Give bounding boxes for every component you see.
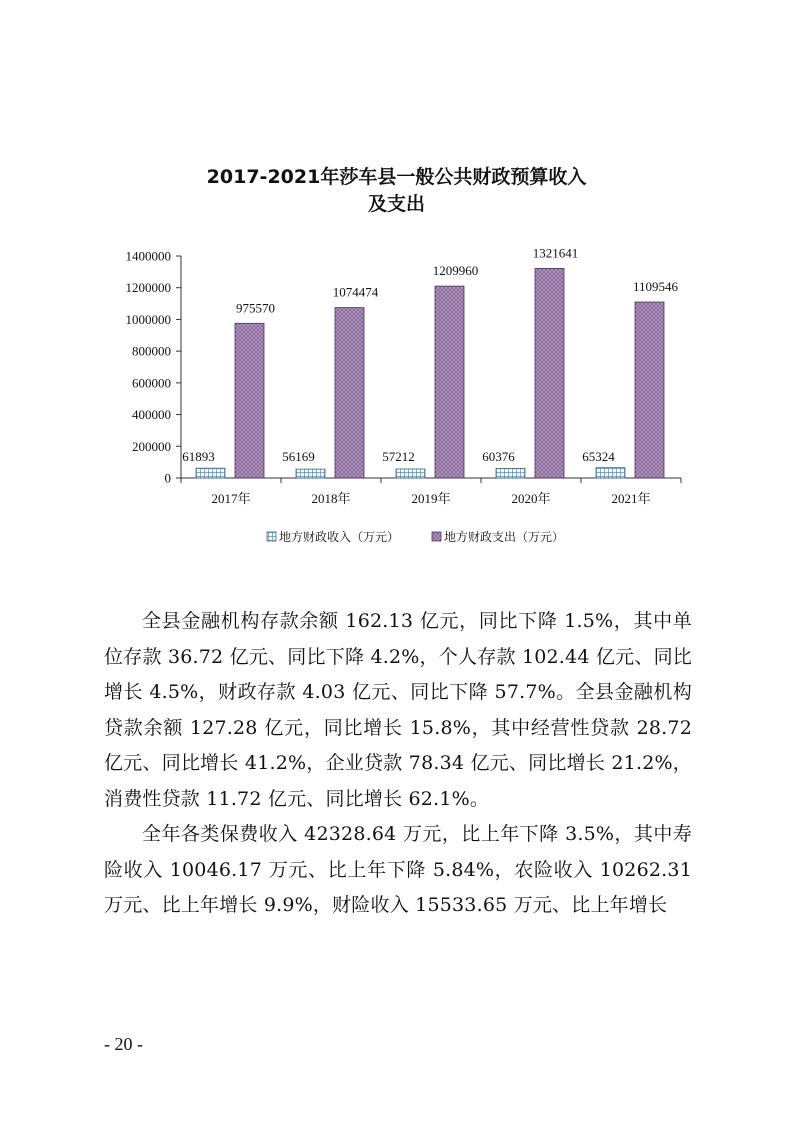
chart-title-line-2: 及支出 [367,193,425,215]
chart-title-line-1: 2017-2021年莎车县一般公共财政预算收入 [206,166,587,188]
data-label: 1074474 [332,284,379,300]
bar-income [596,468,625,478]
bar-expense [335,308,364,478]
bar-expense [235,323,264,478]
paragraph-insurance: 全年各类保费收入 42328.64 万元，比上年下降 3.5%，其中寿险收入 10046.17 万元、比上年下降 5.84%，农险收入 10262.31 万元、比上年增长 9.9%，财险收入 15533.65 万元、比上年增长 [104,823,692,916]
body-text [104,604,692,924]
legend-label-expense: 地方财政支出（万元） [444,530,565,544]
data-label: 65324 [582,449,615,464]
data-label: 56169 [282,449,315,464]
x-tick-label: 2018年 [311,491,351,506]
x-tick-label: 2020年 [511,491,551,506]
y-tick-label: 200000 [132,438,171,454]
bar-income [496,468,525,478]
y-tick-label: 800000 [132,343,171,359]
data-label: 1321641 [532,245,579,261]
y-tick-label: 1000000 [125,311,171,327]
bar-income [296,469,325,478]
paragraph-banking: 全县金融机构存款余额 162.13 亿元，同比下降 1.5%，其中单位存款 36.72 亿元、同比下降 4.2%，个人存款 102.44 亿元、同比增长 4.5%，财政存款 4.03 亿元、同比下降 57.7%。全县金融机构贷款余额 127.28 亿元，同比增长 15.8%，其中经营性贷款 28.72 亿元、同比增长 41.2%，企业贷款 78.34 亿元、同比增长 21.2%，消费性贷款 11.72 亿元、同比增长 62.1%。 [104,610,692,810]
legend-swatch-income [267,532,276,541]
bar-income [196,468,225,478]
bar-expense [435,286,464,478]
data-label: 1209960 [432,263,479,279]
bar-income [396,469,425,478]
y-tick-label: 600000 [132,375,171,391]
data-label: 60376 [482,449,515,464]
y-tick-label: 1400000 [125,248,171,264]
page-number: - 20 - [104,1034,143,1054]
x-tick-label: 2019年 [411,491,451,506]
y-tick-label: 0 [164,470,171,486]
data-label: 1109546 [632,279,679,295]
legend-label-income: 地方财政收入（万元） [279,530,400,544]
y-tick-label: 400000 [132,407,171,423]
data-label: 57212 [382,449,415,464]
data-label: 61893 [182,449,215,464]
data-label: 975570 [236,300,275,316]
bar-expense [635,302,664,478]
legend-swatch-expense [432,532,441,541]
y-tick-label: 1200000 [125,280,171,296]
x-tick-label: 2017年 [211,491,251,506]
x-tick-label: 2021年 [611,491,651,506]
chart-legend [267,529,564,544]
bar-expense [535,268,564,478]
